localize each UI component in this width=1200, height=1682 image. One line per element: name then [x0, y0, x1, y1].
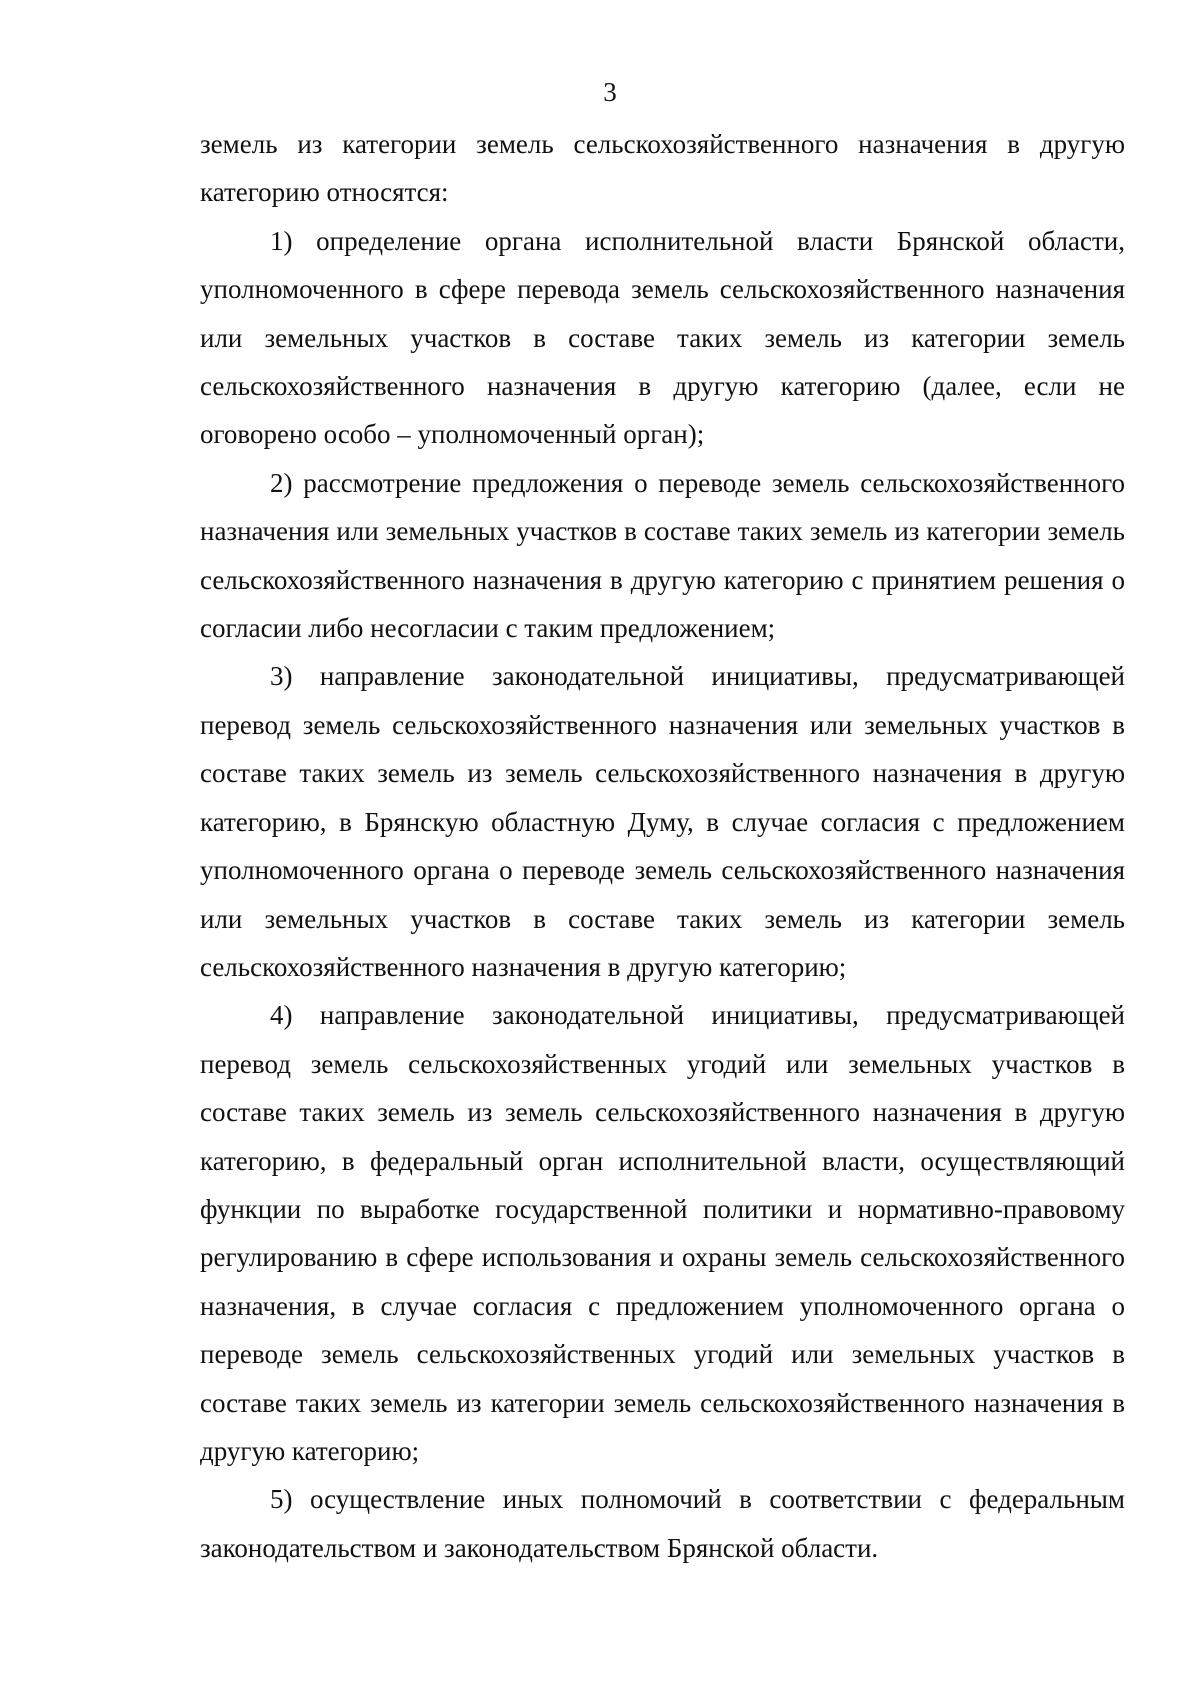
paragraph-item-1: 1) определение органа исполнительной власти Брянской области, уполномоченного в сфере перевода земель сельскохозяйственного назначения или земельных участков в составе таких земель из категории земель сельскохозяйственного назначения в другую категорию (далее, если не оговорено особо – уполномоченный орган);	[200, 225, 1125, 450]
page-number: 3	[603, 77, 617, 107]
paragraph-continuation: земель из категории земель сельскохозяйственного назначения в другую категорию относятся:	[200, 129, 1125, 208]
document-body	[200, 120, 1125, 1572]
paragraph-item-3: 3) направление законодательной инициативы, предусматривающей перевод земель сельскохозяйственного назначения или земельных участков в составе таких земель из земель сельскохозяйственного назначения в другую категорию, в Брянскую областную Думу, в случае согласия с предложением уполномоченного органа о переводе земель сельскохозяйственного назначения или земельных участков в составе таких земель из категории земель сельскохозяйственного назначения в другую категорию;	[200, 661, 1125, 982]
paragraph-item-4: 4) направление законодательной инициативы, предусматривающей перевод земель сельскохозяйственных угодий или земельных участков в составе таких земель из земель сельскохозяйственного назначения в другую категорию, в федеральный орган исполнительной власти, осуществляющий функции по выработке государственной политики и нормативно-правовому регулированию в сфере использования и охраны земель сельскохозяйственного назначения, в случае согласия с предложением уполномоченного органа о переводе земель сельскохозяйственных угодий или земельных участков в составе таких земель из категории земель сельскохозяйственного назначения в другую категорию;	[200, 1000, 1125, 1466]
paragraph-item-5: 5) осуществление иных полномочий в соответствии с федеральным законодательством и законодательством Брянской области.	[200, 1484, 1125, 1563]
paragraph-item-2: 2) рассмотрение предложения о переводе земель сельскохозяйственного назначения или земельных участков в составе таких земель из категории земель сельскохозяйственного назначения в другую категорию с принятием решения о согласии либо несогласии с таким предложением;	[200, 467, 1125, 644]
